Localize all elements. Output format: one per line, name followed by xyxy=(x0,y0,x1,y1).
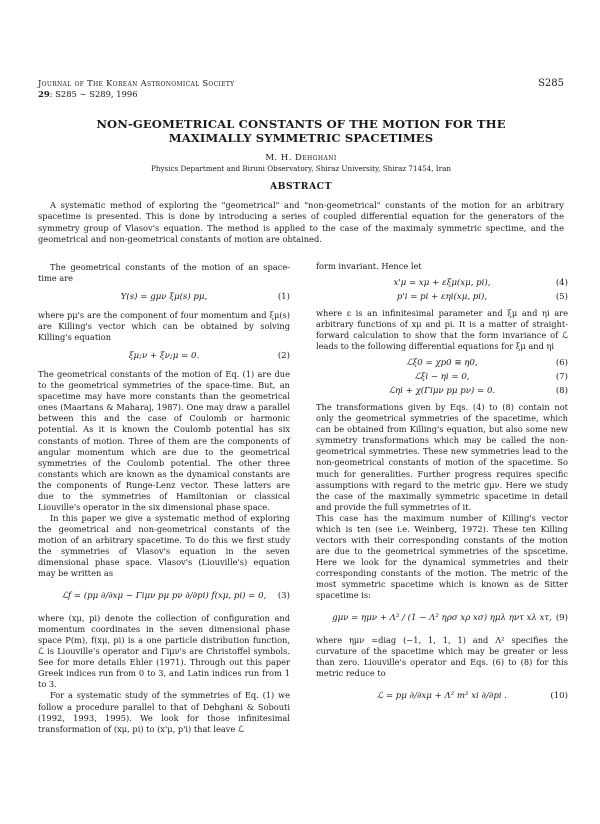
equation-body: ℒ = pμ ∂/∂xμ + Λ² m² xi ∂/∂pi . xyxy=(376,691,508,702)
equation-body: ℒξi − ηi = 0, xyxy=(414,372,470,383)
equation-7 xyxy=(316,370,568,384)
equation-4 xyxy=(316,276,568,290)
equation-body: ℒf = (pμ ∂/∂xμ − Γiμν pμ pν ∂/∂pi) f(xμ, pi) = 0, xyxy=(61,591,267,602)
equation-number: (6) xyxy=(555,358,568,369)
equation-number: (7) xyxy=(555,372,568,383)
equation-number: (8) xyxy=(555,386,568,397)
equation-number: (5) xyxy=(555,292,568,303)
paragraph: In this paper we give a systematic method of exploring the geometrical and non-geometrical constants of the motion of an arbitrary spacetime. To do this we first study the symmetries of Vlasov's equation in the seven dimensional phase space. Vlasov's (Liouville's) equation may be written as xyxy=(38,512,290,579)
equation-body: gμν = ημν + Λ² / (1 − Λ² ηρσ xρ xσ) ημλ ηντ xλ xτ, xyxy=(332,613,552,624)
equation-body: ξμ;ν + ξν;μ = 0. xyxy=(128,351,200,362)
abstract-text: A systematic method of exploring the "geometrical" and "non-geometrical" constants of the motion for an arbitrary spacetime is presented. This is done by introducing a series of coupled differential equation for the generators of the symmetry group of Vlasov's equation. The method is applied to the case of the maximaly symmetric spectime, and the geometrical and non-geometrical constants of motion are obtained. xyxy=(38,200,564,244)
page-range: : S285 ∼ S289, 1996 xyxy=(49,89,138,99)
paragraph: This case has the maximum number of Killing's vector which is ten (see i.e. Weinberg, 1972). These ten Killing vectors with their corresponding constants of the motion are due to the geometrical symmetries of the spscetime. Here we look for the dynamical symmetries and their corresponding constants of the motion. The metric of the most symmetric spacetime which is known as de Sitter spacetime is: xyxy=(316,512,568,601)
equation-number: (3) xyxy=(277,591,290,602)
equation-9 xyxy=(316,601,568,635)
equation-1 xyxy=(38,284,290,310)
left-column xyxy=(38,262,290,735)
equation-body: p'i = pi + εηi(xμ, pi), xyxy=(396,292,488,303)
paragraph: The geometrical constants of the motion of an space-time are xyxy=(38,262,290,284)
equation-number: (2) xyxy=(277,351,290,362)
running-header xyxy=(38,78,564,100)
equation-6 xyxy=(316,356,568,370)
equation-3 xyxy=(38,579,290,613)
journal-name: Journal of The Korean Astronomical Society xyxy=(38,78,235,88)
equation-body: ℒξ0 = χp0 ≡ η0, xyxy=(406,358,478,369)
equation-body: ℒηi + χ(Γiμν pμ pν) = 0. xyxy=(388,386,496,397)
abstract-heading: ABSTRACT xyxy=(269,181,333,192)
equation-number: (1) xyxy=(277,292,290,303)
volume-number: 29 xyxy=(38,89,50,99)
paragraph: The geometrical constants of the motion of Eq. (1) are due to the geometrical symmetries of the space-time. But, an spacetime may have more constants than the geometrical ones (Maartans & Maharaj, 1987). One may draw a parallel between this and the case of Coulomb or harmonic potential. As it is known the Coulomb potential has six constants of motion. Three of them are the components of angular momentum which are due to the geometrical symmetries of the Coulomb potential. The other three constants which are known as the dynamical constants are the components of Runge-Lenz vector. These latters are due to the symmetries of Hamiltonian or classical Liouville's operator in the six dimensional phase space. xyxy=(38,369,290,512)
paragraph: form invariant. Hence let xyxy=(316,261,422,271)
paragraph: where ε is an infinitesimal parameter and ξμ and ηi are arbitrary functions of xμ and pi. It is a matter of straight-forward calculation to show that the form invariance of ℒ leads to the following differential equations for ξμ and ηi xyxy=(316,308,568,352)
affiliation: Physics Department and Biruni Observatory, Shiraz University, Shiraz 71454, Iran xyxy=(150,164,451,173)
page-number: S285 xyxy=(538,78,564,89)
equation-number: (4) xyxy=(555,278,568,289)
equation-8 xyxy=(316,384,568,398)
title-line-2: MAXIMALLY SYMMETRIC SPACETIMES xyxy=(168,131,434,145)
equation-5 xyxy=(316,290,568,304)
volume-info xyxy=(38,89,564,100)
paragraph: The transformations given by Eqs. (4) to (8) contain not only the geometrical symmetries of the spacetime, which can be obtained from Killing's equation, but also some new symmetry transformations which may be called the non-geometrical symmetries. These new symmetries lead to the non-geometrical constants of motion of the spacetime. So much for generalities. Further progress requires specific assumptions with regard to the metric gμν. Here we study the case of the maximally symmetric spacetime in detail and provide the full symmetries of it. xyxy=(316,402,568,512)
equation-number: (10) xyxy=(550,691,568,702)
author: M. H. Dehghani xyxy=(265,153,337,163)
paragraph: where pμ's are the component of four momentum and ξμ(s) are Killing's vector which can be obtained by solving Killing's equation xyxy=(38,310,290,343)
title-line-1: NON-GEOMETRICAL CONSTANTS OF THE MOTION FOR THE xyxy=(96,117,506,131)
paragraph: For a systematic study of the symmetries of Eq. (1) we follow a procedure parallel to that of Dehghani & Sobouti (1992, 1993, 1995). We look for those infinitesimal transformation of (xμ, pi) to (x'μ, p'i) that leave ℒ xyxy=(38,690,290,734)
equation-number: (9) xyxy=(555,613,568,624)
paper-title xyxy=(38,117,564,145)
equation-body: x'μ = xμ + εξμ(xμ, pi), xyxy=(393,278,491,289)
paragraph: where (xμ, pi) denote the collection of configuration and momentum coordinates in the seven dimensional phase space P(m), f(xμ, pi) is a one particle distribution function, ℒ is Liouville's operator and Γiμν's are Christoffel symbols. See for more details Ehler (1971). Through out this paper Greek indices run from 0 to 3, and Latin indices run from 1 to 3. xyxy=(38,613,290,690)
paragraph: where ημν =diag (−1, 1, 1, 1) and Λ² specifies the curvature of the spacetime which may be greater or less than zero. Liouville's operator and Eqs. (6) to (8) for this metric reduce to xyxy=(316,635,568,679)
equation-2 xyxy=(38,343,290,369)
equation-10 xyxy=(316,679,568,713)
right-column xyxy=(316,261,568,713)
equation-body: Y(s) = gμν ξμ(s) pμ, xyxy=(120,292,208,303)
